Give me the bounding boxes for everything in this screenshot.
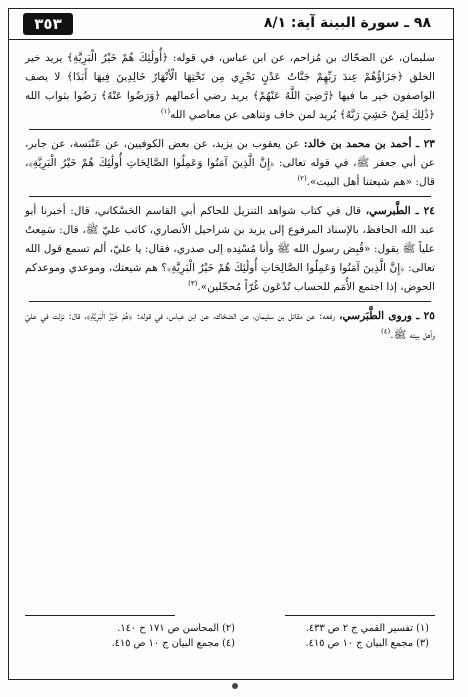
- footnote-marker: (٤): [381, 327, 391, 336]
- page-number: ٣٥٣: [23, 13, 73, 35]
- paragraph-lead: ٢٣ ـ أحمد بن محمد بن خالد:: [303, 138, 435, 150]
- paragraph-24: [25, 202, 435, 297]
- footnote-item: (٤) مجمع البيان ج ١٠ ص ٤١٥.: [111, 638, 235, 649]
- page-frame: [8, 8, 454, 680]
- paragraph-text: سليمان، عن الضحّاك بن مُزاحم، عن ابن عباس، في قوله: ﴿أُولَٰئِكَ هُمْ خَيْرُ الْبَرِيَّةِ﴾ يريد خير الخلق ﴿جَزَاؤُهُمْ عِندَ رَبِّهِمْ جَنَّاتُ عَدْنٍ تَجْرِي مِن تَحْتِهَا الْأَنْهَارُ خَالِدِينَ فِيهَا أَبَدًا﴾ لا يصف الواصفون خير ما فيها ﴿رَّضِيَ اللَّهُ عَنْهُمْ﴾ يريد رضي أعمالهم ﴿وَرَضُوا عَنْهُ﴾ رَضُوا بثواب الله ﴿ذَٰلِكَ لِمَنْ خَشِيَ رَبَّهُ﴾ يُريد لمن خاف وتناهى عن معاصي الله: [25, 52, 435, 121]
- running-title: ٩٨ ـ سورة البينة آية: ٨/١: [263, 15, 431, 31]
- footnote-item: (٢) المحاسن ص ١٧١ ح ١٤٠.: [117, 623, 235, 634]
- footnotes-left-column: [35, 621, 235, 651]
- footnote-rule: [25, 615, 175, 616]
- paragraph-text: قال في كتاب شواهد التنزيل للحاكم أبي القاسم الحَسْكاني، قال: أخبرنا أبو عبد الله الحافظ، بالإسناد المرفوع إلى يزيد بن شراحيل الأنصاري، كاتب عليّ ﷺ، قال: سَمِعتُ علياً ﷺ يقول: «قُبِض رسول الله ﷺ وأنا مُسْنِده إلى صدري، فقال: يا عليّ، ألم تسمع قول الله تعالى: ﴿إِنَّ الَّذِينَ آمَنُوا وَعَمِلُوا الصَّالِحَاتِ أُولَٰئِكَ هُمْ خَيْرُ الْبَرِيَّةِ﴾؟ هم شيعتك، وموعدي وموعدكم الحوض، إذا اجتمع الأُمَم للحساب تُدْعَون غُرّاً مُحجّلين».: [25, 205, 435, 293]
- paragraph-text: رفعه: عن مقاتل بن سليمان، عن الضحّاك، عن ابن عباس، في قوله: ﴿هُمْ خَيْرُ الْبَرِيَّةِ﴾، قال: نزلت في عليّ وأهل بيته ﷺ.: [25, 310, 435, 341]
- paragraph-23: [25, 135, 435, 192]
- footnotes: [25, 615, 435, 671]
- paragraph-25: [25, 307, 435, 345]
- footnote-marker: (٢): [297, 174, 307, 183]
- footnote-marker: (٣): [188, 279, 198, 288]
- section-divider: [29, 129, 431, 130]
- footnotes-right-column: [229, 621, 429, 651]
- footnote-item: (١) تفسير القمي ج ٢ ص ٤٣٣.: [305, 623, 429, 634]
- paragraph-text: عن يعقوب بن يزيد، عن بعض الكوفيين، عن عَنْبَسة، عن جابر، عن أبي جعفر ﷺ، في قوله تعالى: ﴿إِنَّ الَّذِينَ آمَنُوا وَعَمِلُوا الصَّالِحَاتِ أُولَٰئِكَ هُمْ خَيْرُ الْبَرِيَّةِ﴾، قال: «هم شيعتنا أهل البيت».: [25, 138, 435, 188]
- section-divider: [29, 301, 431, 302]
- page-header: [9, 9, 453, 40]
- paragraph-22: [25, 49, 435, 125]
- scan-dot: [232, 683, 238, 689]
- paragraph-lead: ٢٤ ـ الطَّبرسي،: [365, 205, 435, 217]
- footnote-item: (٣) مجمع البيان ج ١٠ ص ٤١٥.: [305, 638, 429, 649]
- paragraph-lead: ٢٥ ـ وروى الطَّبَرسي،: [339, 310, 435, 322]
- footnote-rule: [285, 615, 435, 616]
- section-divider: [29, 196, 431, 197]
- body-text: [25, 49, 435, 345]
- footnote-marker: (١): [160, 107, 171, 116]
